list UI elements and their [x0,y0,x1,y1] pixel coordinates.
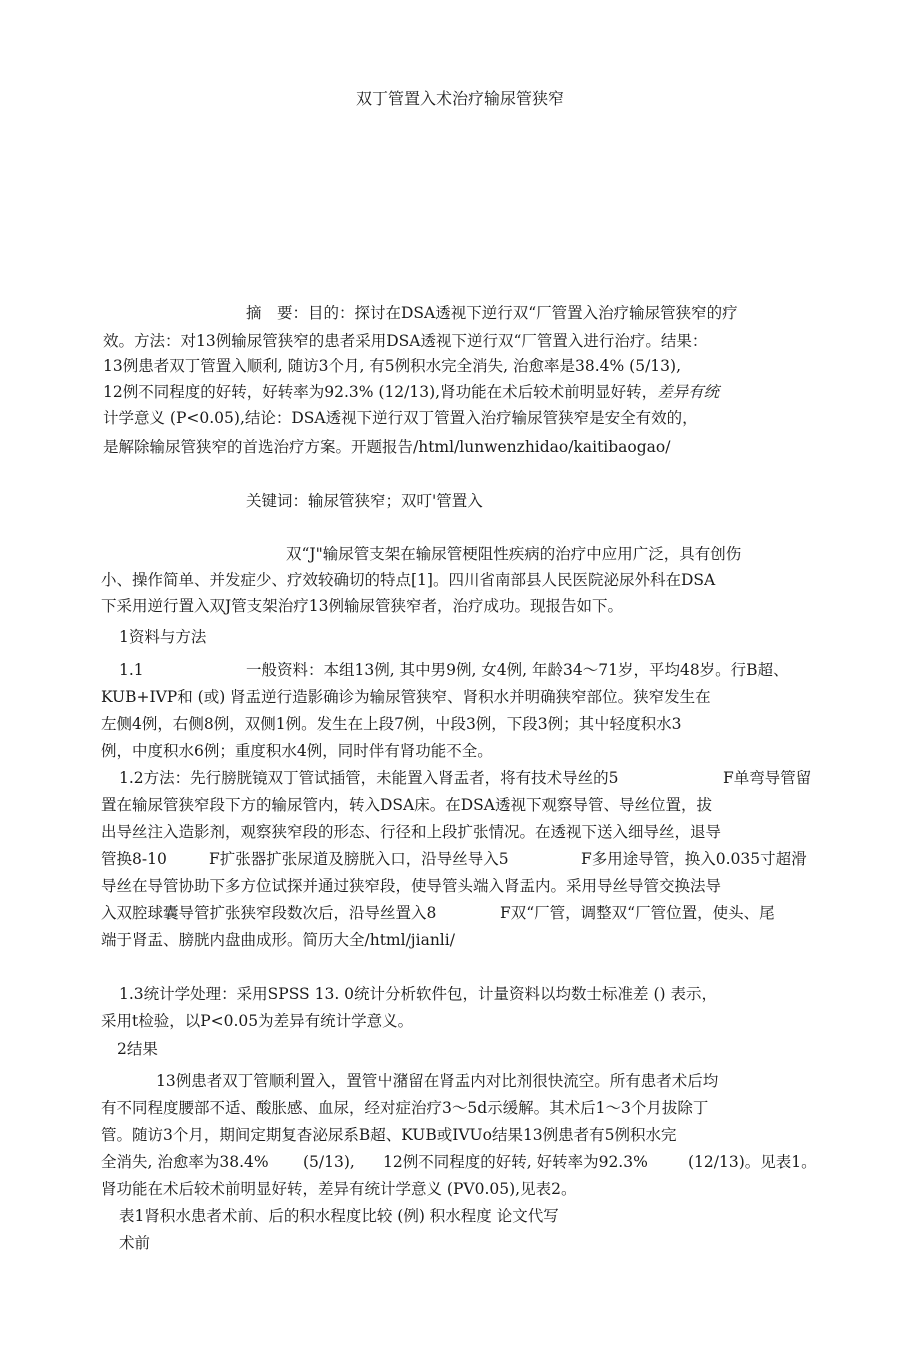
keywords: 关键词：输尿管狭窄；双叮'管置入 [246,492,483,510]
paragraph-segment: 入双腔球囊导管扩张狭窄段数次后，沿导丝置入8 [101,904,437,922]
paragraph-line: 例，中度积水6例；重度积水4例，同时伴有肾功能不全。 [101,742,493,760]
paragraph-line: KUB+IVP和 (或) 肾盂逆行造影确诊为输尿管狭窄、肾积水并明确狭窄部位。狭窄发生在 [101,688,711,706]
paragraph-line: 置在输尿管狭窄段下方的输尿管内，转入DSA床。在DSA透视下观察导管、导丝位置，拔 [101,796,712,814]
subsection-number: 1.1 [119,661,144,679]
abstract-text: 12例不同程度的好转，好转率为92.3% (12/13),肾功能在术后较术前明显好转， [103,383,658,401]
intro-line: 下采用逆行置入双J管支架治疗13例输尿管狭窄者，治疗成功。现报告如下。 [101,597,623,615]
abstract-line: 计学意义 (P<0.05),结论：DSA透视下逆行双丁管置入治疗输尿管狭窄是安全有效的， [103,409,698,427]
paragraph-line: 1.3统计学处理：采用SPSS 13. 0统计分析软件包，计量资料以均数士标准差 () 表示， [119,985,717,1003]
paragraph-segment: F双“厂管，调整双“厂管位置，使头、尾 [500,904,775,922]
paragraph-segment: (12/13)。见表1。 [688,1153,817,1171]
paragraph-line: 一般资料：本组13例, 其中男9例, 女4例, 年龄34～71岁，平均48岁。行B超、 [246,661,789,679]
paragraph-segment: 管换8-10 [101,850,167,868]
section-heading-2: 2结果 [117,1040,158,1058]
paragraph-line: 肾功能在术后较术前明显好转，差异有统计学意义 (PV0.05),见表2。 [101,1180,577,1198]
paragraph-line: 有不同程度腰部不适、酸胀感、血尿，经对症治疗3～5d示缓解。其术后1～3个月拔除丁 [101,1099,709,1117]
paragraph-segment: F扩张器扩张尿道及膀胱入口，沿导丝导入5 [209,850,509,868]
abstract-line: 效。方法：对13例输尿管狭窄的患者采用DSA透视下逆行双“厂管置入进行治疗。结果： [103,332,708,350]
section-heading-1: 1资料与方法 [119,628,207,646]
abstract-line: 是解除输尿管狭窄的首选治疗方案。开题报告/html/lunwenzhidao/kaitibaogao/ [103,438,671,456]
paragraph-segment: 全消失, 治愈率为38.4% [101,1153,269,1171]
paragraph-segment: F单弯导管留 [723,769,812,787]
paragraph-line: 管。随访3个月，期间定期复杳泌尿系B超、KUB或IVUo结果13例患者有5例积水完 [101,1126,677,1144]
document-title: 双丁管置入术治疗输尿管狭窄 [355,89,564,108]
table-caption: 表1肾积水患者术前、后的积水程度比较 (例) 积水程度 论文代写 [119,1207,559,1225]
paragraph-segment: F多用途导管，换入0.035寸超滑 [581,850,807,868]
table-column-label: 术前 [119,1234,151,1252]
intro-line: 小、操作简单、并发症少、疗效较确切的特点[1]。四川省南部县人民医院泌尿外科在DSA [101,571,716,589]
paragraph-segment: (5/13), [303,1153,355,1171]
intro-line: 双“J"输尿管支架在输尿管梗阻性疾病的治疗中应用广泛，具有创伤 [286,545,742,563]
paragraph-line: 13例患者双丁管顺利置入，置管屮潴留在肾盂内对比剂很快流空。所有患者术后均 [156,1072,719,1090]
paragraph-line: 采用t检验，以P<0.05为差异有统计学意义。 [101,1012,414,1030]
paragraph-segment: 12例不同程度的好转, 好转率为92.3% [383,1153,648,1171]
paragraph-line: 端于肾盂、膀胱内盘曲成形。简历大全/html/jianli/ [101,931,455,949]
abstract-line [103,381,719,403]
paragraph-line: 出导丝注入造影剂，观察狭窄段的形态、行径和上段扩张情况。在透视下送入细导丝，退导 [101,823,722,841]
abstract-line: 摘 要：目的：探讨在DSA透视下逆行双“厂管置入治疗输尿管狭窄的疗 [246,304,738,322]
abstract-line: 13例患者双丁管置入顺利, 随访3个月, 有5例积水完全消失, 治愈率是38.4% (5/13), [103,357,682,375]
paragraph-line: 导丝在导管协助下多方位试探并通过狭窄段，使导管头端入肾盂内。采用导丝导管交换法导 [101,877,722,895]
paragraph-line: 左侧4例，右侧8例，双侧1例。发生在上段7例，屮段3例，下段3例；其屮轻度积水3 [101,715,682,733]
abstract-italic-text: 差异有统 [657,383,720,401]
paragraph-segment: 1.2方法：先行膀胱镜双丁管试插管，未能置入肾盂者，将有技术导丝的5 [119,769,619,787]
